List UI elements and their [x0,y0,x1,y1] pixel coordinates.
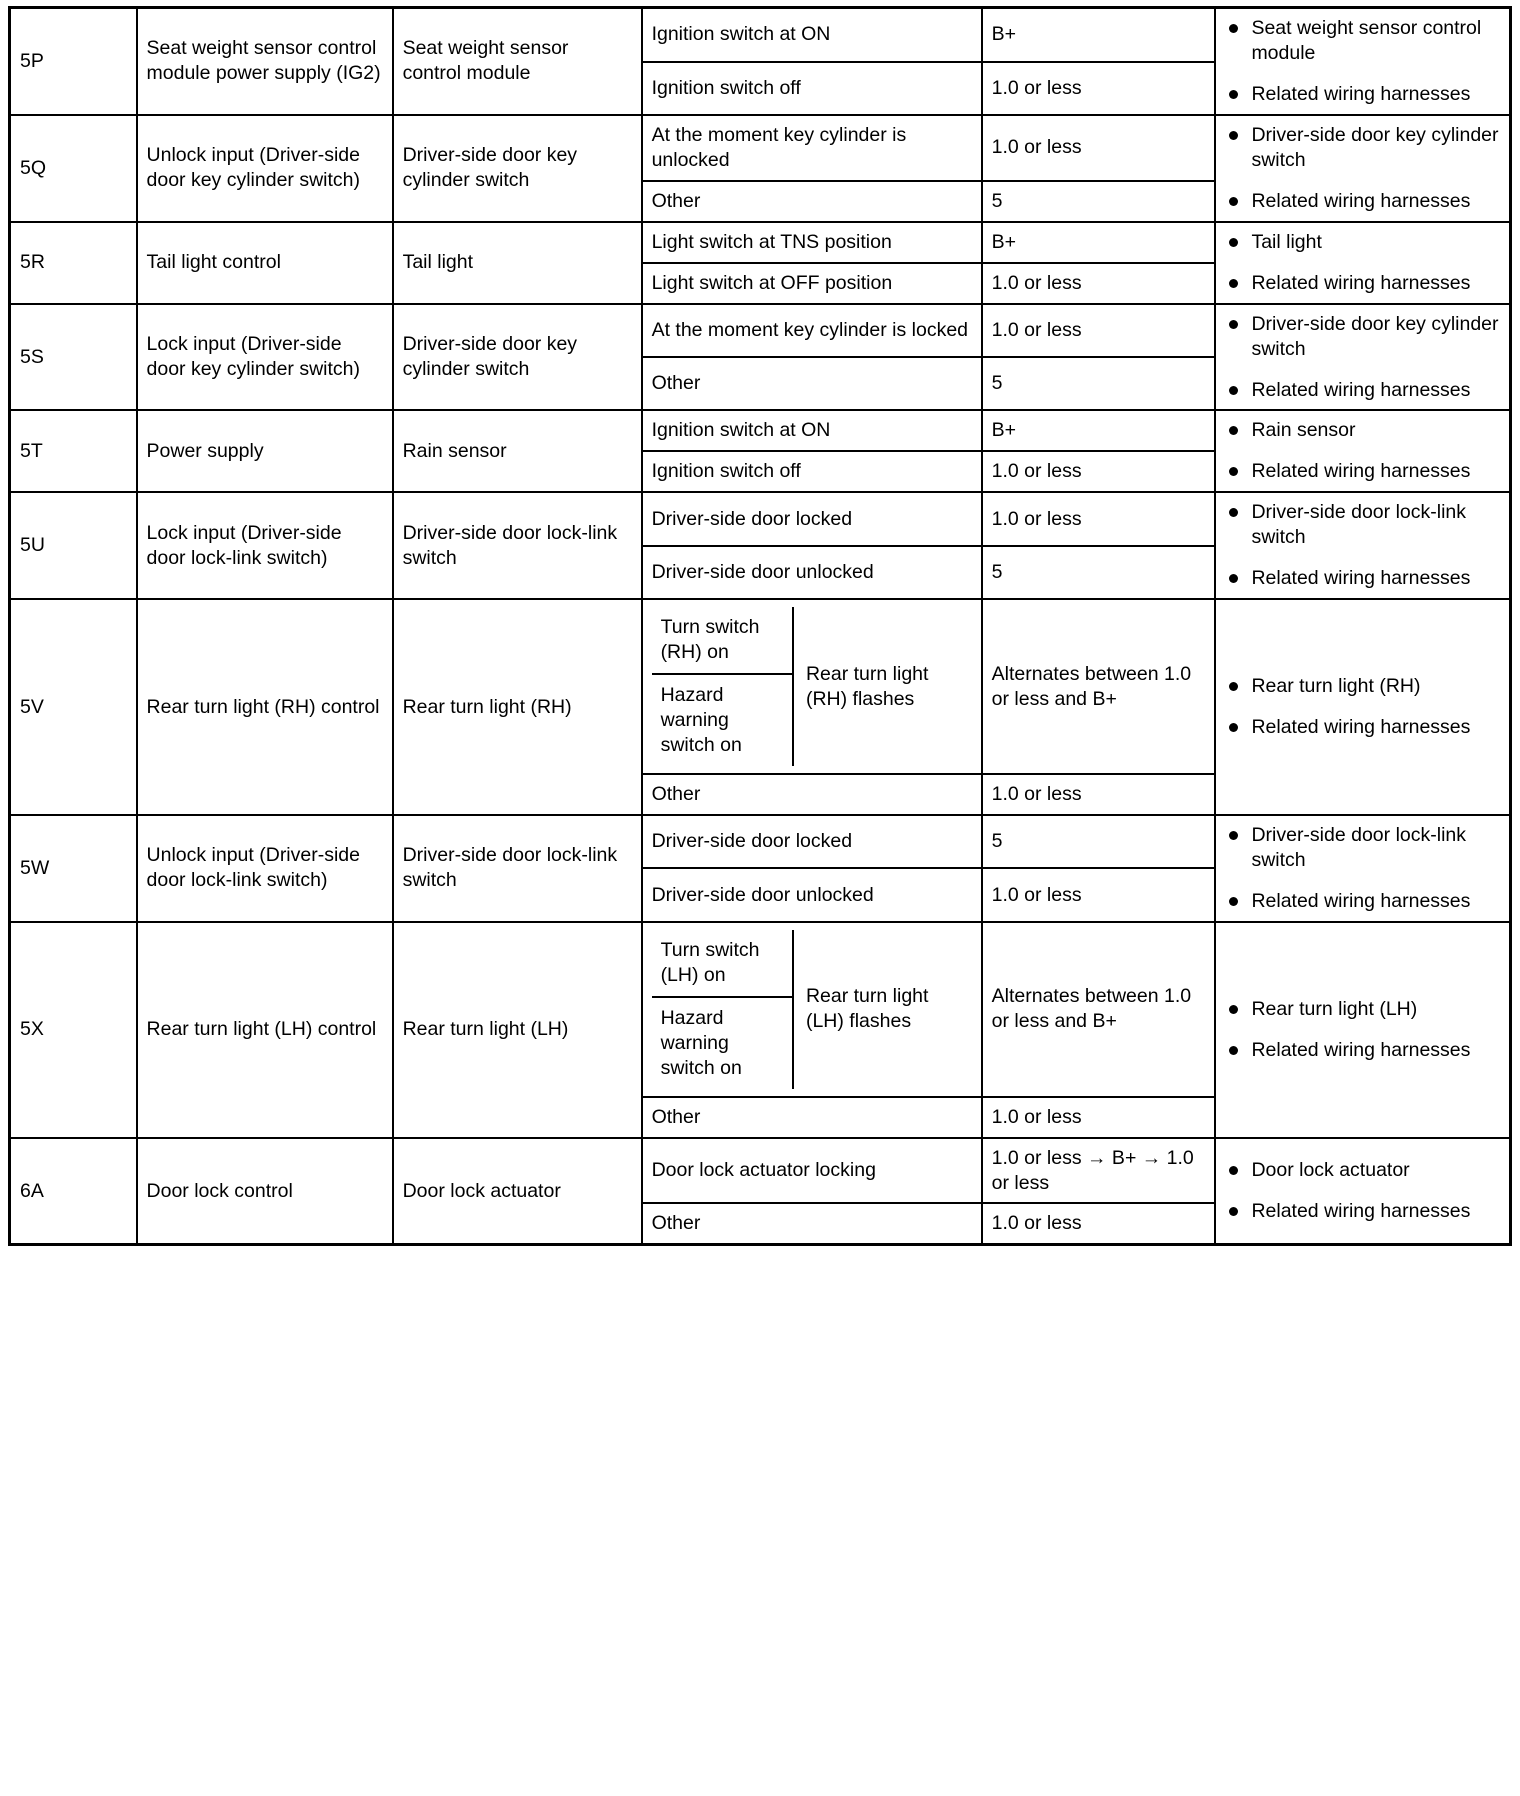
terminal-specification-table [8,6,1512,1246]
voltage-cell: B+ [982,410,1216,451]
related-parts-cell [1215,410,1510,492]
signal-item: Rear turn light (LH) control [137,922,393,1138]
condition-cell: At the moment key cylinder is locked [642,304,982,357]
condition-cell: Driver-side door unlocked [642,868,982,921]
terminal-code: 5U [10,492,137,599]
terminal-code: 5R [10,222,137,304]
voltage-cell: B+ [982,222,1216,263]
table-row [10,115,1511,181]
list-item: Related wiring harnesses [1225,378,1499,403]
condition-cell: Ignition switch off [642,62,982,115]
table-row [10,815,1511,868]
signal-item: Unlock input (Driver-side door key cylinder switch) [137,115,393,222]
related-parts-cell [1215,115,1510,222]
voltage-cell: 5 [982,181,1216,222]
terminal-code: 5S [10,304,137,411]
list-item: Related wiring harnesses [1225,459,1499,484]
voltage-cell: 1.0 or less [982,774,1216,815]
condition-cell: Other [642,774,982,815]
condition-subgroup [652,607,792,766]
condition-cell: At the moment key cylinder is unlocked [642,115,982,181]
voltage-cell: 1.0 or less [982,304,1216,357]
list-item: Driver-side door key cylinder switch [1225,312,1499,362]
related-parts-cell [1215,815,1510,922]
condition-cell: Ignition switch at ON [642,8,982,62]
condition-sub-b: Hazard warning switch on [660,1006,742,1079]
condition-result: Rear turn light (LH) flashes [792,930,971,1089]
voltage-cell: Alternates between 1.0 or less and B+ [982,599,1216,774]
related-parts-list [1225,16,1499,107]
signal-item: Seat weight sensor control module power supply (IG2) [137,8,393,115]
table-row [10,410,1511,451]
related-parts-list [1225,674,1499,740]
connected-to: Rear turn light (RH) [393,599,642,815]
signal-item: Door lock control [137,1138,393,1245]
related-parts-cell [1215,599,1510,815]
related-parts-cell [1215,222,1510,304]
related-parts-list [1225,1158,1499,1224]
connected-to: Tail light [393,222,642,304]
list-item: Driver-side door key cylinder switch [1225,123,1499,173]
condition-cell: Light switch at OFF position [642,263,982,304]
related-parts-list [1225,500,1499,591]
list-item: Related wiring harnesses [1225,1199,1499,1224]
related-parts-cell [1215,1138,1510,1245]
terminal-code: 5T [10,410,137,492]
related-parts-list [1225,312,1499,403]
list-item: Related wiring harnesses [1225,715,1499,740]
connected-to: Driver-side door key cylinder switch [393,304,642,411]
list-item: Rear turn light (LH) [1225,997,1499,1022]
condition-sub-a: Turn switch (RH) on [652,607,792,675]
list-item: Related wiring harnesses [1225,566,1499,591]
condition-cell: Driver-side door unlocked [642,546,982,599]
condition-cell: Ignition switch off [642,451,982,492]
connected-to: Driver-side door lock-link switch [393,492,642,599]
related-parts-cell [1215,304,1510,411]
condition-cell: Driver-side door locked [642,492,982,545]
related-parts-cell [1215,8,1510,115]
voltage-cell: B+ [982,8,1216,62]
table-row [10,1138,1511,1204]
condition-cell-split [642,922,982,1097]
connected-to: Driver-side door key cylinder switch [393,115,642,222]
voltage-cell: 1.0 or less [982,115,1216,181]
list-item: Related wiring harnesses [1225,189,1499,214]
signal-item: Tail light control [137,222,393,304]
signal-item: Lock input (Driver-side door key cylinder switch) [137,304,393,411]
voltage-cell: 1.0 or less [982,492,1216,545]
voltage-cell: 1.0 or less → B+ → 1.0 or less [982,1138,1216,1204]
list-item: Rain sensor [1225,418,1499,443]
condition-cell: Other [642,181,982,222]
table-row [10,922,1511,1097]
voltage-cell: 1.0 or less [982,1203,1216,1244]
condition-result: Rear turn light (RH) flashes [792,607,971,766]
voltage-cell: 1.0 or less [982,451,1216,492]
condition-cell: Other [642,357,982,410]
related-parts-list [1225,418,1499,484]
table-row [10,599,1511,774]
list-item: Seat weight sensor control module [1225,16,1499,66]
signal-item: Power supply [137,410,393,492]
list-item: Door lock actuator [1225,1158,1499,1183]
voltage-cell: 5 [982,357,1216,410]
list-item: Driver-side door lock-link switch [1225,823,1499,873]
related-parts-list [1225,997,1499,1063]
connected-to: Seat weight sensor control module [393,8,642,115]
signal-item: Lock input (Driver-side door lock-link switch) [137,492,393,599]
table-body [10,8,1511,1245]
list-item: Related wiring harnesses [1225,271,1499,296]
signal-item: Rear turn light (RH) control [137,599,393,815]
connected-to: Door lock actuator [393,1138,642,1245]
condition-subgroup [652,930,792,1089]
terminal-code: 5Q [10,115,137,222]
list-item: Driver-side door lock-link switch [1225,500,1499,550]
condition-cell: Door lock actuator locking [642,1138,982,1204]
condition-cell: Light switch at TNS position [642,222,982,263]
related-parts-list [1225,823,1499,914]
list-item: Tail light [1225,230,1499,255]
voltage-cell: 5 [982,546,1216,599]
terminal-code: 5V [10,599,137,815]
terminal-code: 6A [10,1138,137,1245]
list-item: Rear turn light (RH) [1225,674,1499,699]
terminal-code: 5P [10,8,137,115]
related-parts-cell [1215,492,1510,599]
table-row [10,304,1511,357]
signal-item: Unlock input (Driver-side door lock-link switch) [137,815,393,922]
condition-cell: Ignition switch at ON [642,410,982,451]
voltage-cell: 1.0 or less [982,868,1216,921]
related-parts-list [1225,230,1499,296]
related-parts-list [1225,123,1499,214]
condition-sub-b: Hazard warning switch on [660,684,742,757]
voltage-cell: 5 [982,815,1216,868]
table-row [10,222,1511,263]
terminal-code: 5W [10,815,137,922]
related-parts-cell [1215,922,1510,1138]
table-row [10,492,1511,545]
condition-cell-split [642,599,982,774]
condition-cell: Other [642,1097,982,1138]
connected-to: Rain sensor [393,410,642,492]
connected-to: Rear turn light (LH) [393,922,642,1138]
terminal-code: 5X [10,922,137,1138]
table-row [10,8,1511,62]
list-item: Related wiring harnesses [1225,1038,1499,1063]
voltage-cell: 1.0 or less [982,1097,1216,1138]
connected-to: Driver-side door lock-link switch [393,815,642,922]
condition-sub-a: Turn switch (LH) on [652,930,792,998]
voltage-cell: Alternates between 1.0 or less and B+ [982,922,1216,1097]
voltage-cell: 1.0 or less [982,62,1216,115]
list-item: Related wiring harnesses [1225,82,1499,107]
condition-cell: Other [642,1203,982,1244]
condition-cell: Driver-side door locked [642,815,982,868]
voltage-cell: 1.0 or less [982,263,1216,304]
list-item: Related wiring harnesses [1225,889,1499,914]
